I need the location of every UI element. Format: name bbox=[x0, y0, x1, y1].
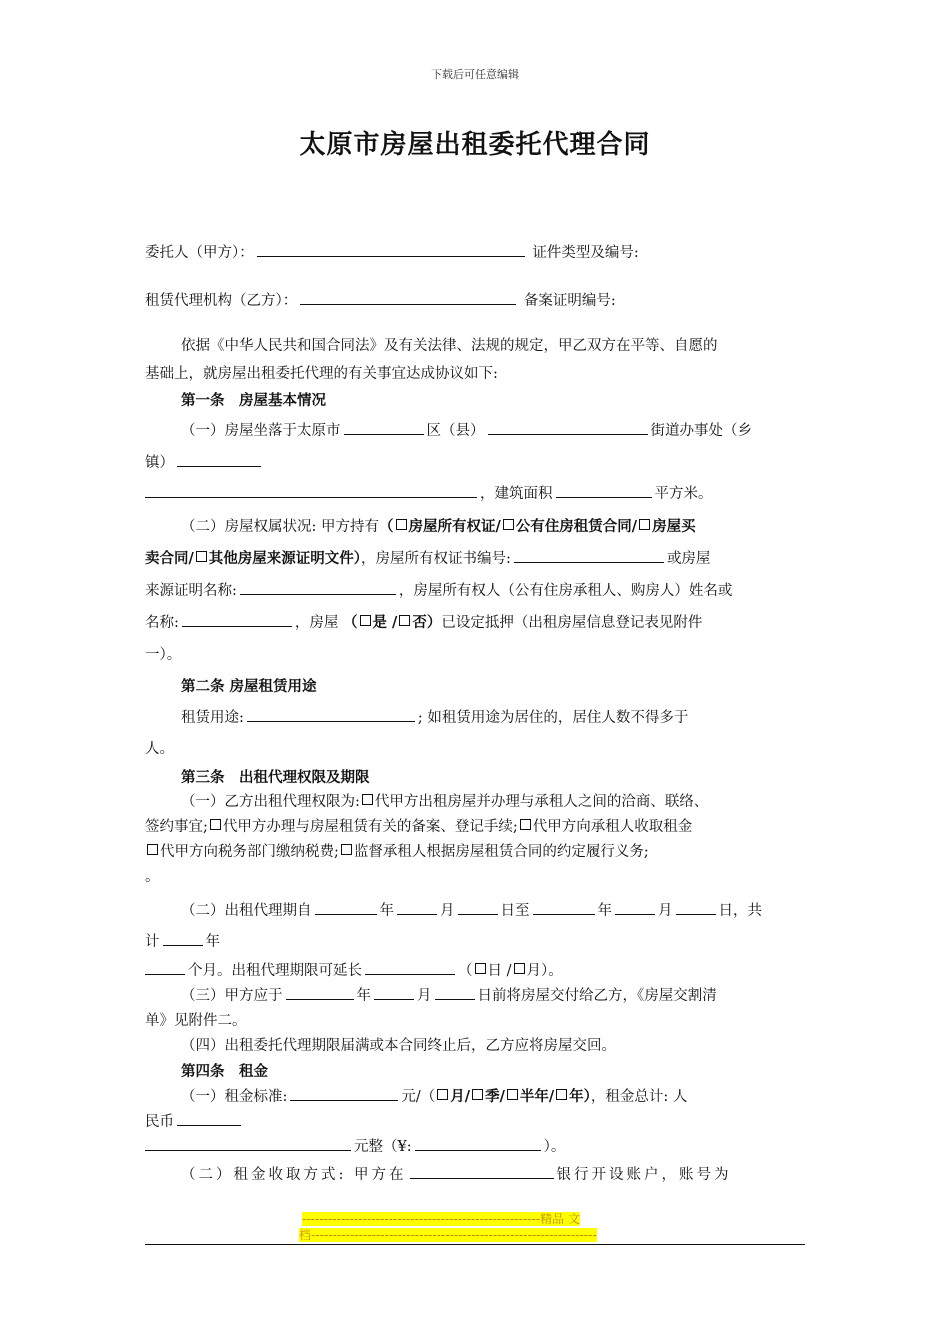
art3-text: 日，共 bbox=[718, 902, 762, 919]
checkbox-per-quarter[interactable] bbox=[472, 1089, 483, 1100]
art3-text: 月 bbox=[417, 987, 432, 1004]
art3-text: 年 bbox=[356, 987, 371, 1004]
art1-text: 来源证明名称: bbox=[145, 582, 237, 599]
art4-payment-line bbox=[145, 1160, 805, 1192]
art1-text: ，房屋 bbox=[294, 615, 339, 631]
rmb-blank[interactable] bbox=[177, 1111, 241, 1126]
art1-ownership-line-5: 一）。 bbox=[145, 646, 182, 663]
art3-text: （二）出租代理期自 bbox=[181, 902, 312, 919]
art4-text: 元/（ bbox=[401, 1088, 436, 1105]
art1-ownership-line-2 bbox=[145, 543, 805, 576]
art4-text: 年） bbox=[569, 1087, 591, 1105]
rent-amount-blank[interactable] bbox=[290, 1086, 398, 1101]
art3-scope-line-3 bbox=[145, 840, 805, 865]
art1-text: 公有住房租赁合同/ bbox=[515, 517, 638, 535]
usage-blank[interactable] bbox=[247, 707, 415, 722]
art2-text: 租赁用途: bbox=[181, 709, 244, 726]
art1-text: 房屋所有权证/ bbox=[408, 517, 501, 535]
art1-text: 否） bbox=[412, 614, 442, 631]
rent-total-words-blank[interactable] bbox=[145, 1136, 351, 1151]
art1-text: 名称: bbox=[145, 615, 179, 631]
art1-ownership-line-3 bbox=[145, 576, 805, 608]
party-b-record-label: 备案证明编号: bbox=[523, 292, 616, 309]
art1-text: 已设定抵押（出租房屋信息登记表见附件 bbox=[441, 615, 703, 631]
article-3-heading: 第三条 出租代理权限及期限 bbox=[181, 768, 370, 786]
art3-return-line: （四）出租委托代理期限届满或本合同终止后，乙方应将房屋交回。 bbox=[181, 1037, 616, 1054]
checkbox-ownership-cert[interactable] bbox=[396, 519, 407, 530]
art3-text: 月）。 bbox=[526, 962, 563, 979]
art1-text: ，房屋所有权证书编号: bbox=[361, 551, 511, 567]
delivery-day-blank[interactable] bbox=[435, 985, 475, 1000]
art4-text: （一）租金标准: bbox=[181, 1088, 288, 1105]
delivery-year-blank[interactable] bbox=[286, 985, 354, 1000]
art3-period-line-3 bbox=[145, 959, 805, 984]
checkbox-pay-tax[interactable] bbox=[147, 844, 158, 855]
checkbox-mortgage-yes[interactable] bbox=[360, 615, 371, 626]
art3-period-line-1 bbox=[145, 896, 805, 928]
address-blank[interactable] bbox=[145, 483, 477, 498]
checkbox-rent-out[interactable] bbox=[362, 794, 373, 805]
total-months-blank[interactable] bbox=[145, 960, 185, 975]
art1-text: ，房屋所有权人（公有住房承租人、购房人）姓名或 bbox=[398, 582, 733, 599]
art4-text: 半年/ bbox=[519, 1087, 555, 1105]
art1-text: ，建筑面积 bbox=[480, 486, 553, 502]
checkbox-per-half-year[interactable] bbox=[507, 1089, 518, 1100]
art3-text: （三）甲方应于 bbox=[181, 987, 283, 1004]
end-month-blank[interactable] bbox=[615, 900, 655, 915]
party-a-blank[interactable] bbox=[257, 242, 525, 257]
art4-rent-line-1 bbox=[145, 1084, 805, 1110]
checkbox-public-lease[interactable] bbox=[503, 519, 514, 530]
art4-text: ，租金总计: 人 bbox=[590, 1088, 688, 1105]
checkbox-mortgage-no[interactable] bbox=[399, 615, 410, 626]
checkbox-per-year[interactable] bbox=[556, 1089, 567, 1100]
art1-ownership-line-4 bbox=[145, 607, 805, 640]
preamble-line-1: 依据《中华人民共和国合同法》及有关法律、法规的规定，甲乙双方在平等、自愿的 bbox=[181, 338, 718, 354]
footer-rule bbox=[145, 1244, 805, 1245]
checkbox-extend-month[interactable] bbox=[514, 963, 525, 974]
art1-text: 或房屋 bbox=[666, 551, 711, 567]
checkbox-sale-contract[interactable] bbox=[639, 519, 650, 530]
preamble-line-2: 基础上，就房屋出租委托代理的有关事宜达成协议如下: bbox=[145, 365, 498, 382]
bank-blank[interactable] bbox=[410, 1164, 554, 1179]
town-blank[interactable] bbox=[177, 452, 261, 467]
article-1-heading: 第一条 房屋基本情况 bbox=[181, 391, 326, 409]
area-blank[interactable] bbox=[556, 483, 652, 498]
art1-text: 房屋买 bbox=[652, 517, 696, 535]
art1-text: 是 / bbox=[372, 614, 398, 631]
party-a-id-label: 证件类型及编号: bbox=[532, 245, 639, 261]
art4-text: 月/ bbox=[450, 1087, 471, 1105]
document-title: 太原市房屋出租委托代理合同 bbox=[299, 130, 651, 160]
party-b-blank[interactable] bbox=[300, 290, 516, 305]
art3-text: 日 / bbox=[487, 962, 512, 979]
art3-scope-line-4: 。 bbox=[145, 868, 160, 885]
art3-text: 年 bbox=[205, 934, 220, 950]
art3-text: 月 bbox=[658, 902, 673, 919]
art3-scope-line-2 bbox=[145, 815, 805, 840]
art1-text: （ bbox=[343, 614, 358, 631]
art3-text: 代甲方出租房屋并办理与承租人之间的洽商、联络、 bbox=[374, 793, 709, 810]
delivery-month-blank[interactable] bbox=[374, 985, 414, 1000]
art1-ownership-line-1 bbox=[145, 511, 805, 544]
art3-text: 监督承租人根据房屋租赁合同的约定履行义务; bbox=[353, 843, 649, 860]
art4-text: 银行开设账户，账号为 bbox=[556, 1166, 732, 1183]
art3-delivery-line-2: 单》见附件二。 bbox=[145, 1012, 247, 1029]
art3-text: 年 bbox=[597, 902, 612, 919]
art3-text: 代甲方办理与房屋租赁有关的备案、登记手续; bbox=[222, 818, 518, 835]
art1-text: 区（县） bbox=[426, 423, 485, 439]
checkbox-collect-rent[interactable] bbox=[520, 819, 531, 830]
art3-scope-line-1 bbox=[145, 790, 805, 815]
art3-text: 代甲方向承租人收取租金 bbox=[532, 818, 693, 835]
art3-text: 日前将房屋交付给乙方，《房屋交割清 bbox=[477, 987, 717, 1004]
art1-text: 卖合同/ bbox=[145, 550, 194, 567]
cert-number-blank[interactable] bbox=[514, 548, 664, 563]
art2-usage-line-2: 人。 bbox=[145, 741, 174, 757]
proof-name-blank[interactable] bbox=[240, 580, 396, 595]
art4-text: 元整（¥: bbox=[354, 1138, 412, 1155]
art4-text: （二）租金收取方式: 甲方在 bbox=[181, 1166, 407, 1183]
start-month-blank[interactable] bbox=[397, 900, 437, 915]
art1-text: 镇） bbox=[145, 454, 174, 471]
art3-text: 年 bbox=[379, 902, 394, 919]
rent-total-number-blank[interactable] bbox=[415, 1136, 541, 1151]
article-2-heading: 第二条 房屋租赁用途 bbox=[181, 678, 317, 695]
art1-text: （一）房屋坐落于太原市 bbox=[181, 423, 341, 439]
checkbox-supervise[interactable] bbox=[341, 844, 352, 855]
end-year-blank[interactable] bbox=[533, 900, 595, 915]
art1-text: （ bbox=[379, 517, 394, 535]
art3-text: （一）乙方出租代理权限为: bbox=[181, 793, 360, 810]
art3-period-line-2 bbox=[145, 927, 805, 959]
header-note: 下载后可任意编辑 bbox=[431, 68, 519, 81]
owner-name-blank[interactable] bbox=[182, 612, 292, 627]
art3-text: 个月。出租代理期限可延长 bbox=[188, 962, 362, 979]
art4-text: 季/ bbox=[485, 1087, 505, 1105]
party-a-label: 委托人（甲方）： bbox=[145, 245, 254, 261]
contract-body bbox=[145, 238, 805, 1191]
art3-text: 代甲方向税务部门缴纳税费; bbox=[160, 843, 339, 860]
checkbox-other-proof[interactable] bbox=[196, 551, 207, 562]
art1-town-line bbox=[145, 448, 805, 480]
party-b-label: 租赁代理机构（乙方）： bbox=[145, 292, 298, 309]
checkbox-extend-day[interactable] bbox=[475, 963, 486, 974]
start-day-blank[interactable] bbox=[458, 900, 498, 915]
street-blank[interactable] bbox=[488, 420, 648, 435]
art1-text: 街道办事处（乡 bbox=[650, 423, 752, 439]
art1-area-line bbox=[145, 479, 805, 511]
start-year-blank[interactable] bbox=[315, 900, 377, 915]
art3-text: （ bbox=[458, 962, 473, 979]
total-years-blank[interactable] bbox=[163, 931, 203, 946]
art1-location-line bbox=[145, 416, 805, 448]
art3-text: 签约事宜; bbox=[145, 818, 208, 835]
district-blank[interactable] bbox=[344, 420, 424, 435]
art3-text: 日至 bbox=[500, 902, 530, 919]
art2-text: ; 如租赁用途为居住的，居住人数不得多于 bbox=[417, 709, 689, 726]
end-day-blank[interactable] bbox=[676, 900, 716, 915]
art4-rent-line-2 bbox=[145, 1110, 805, 1135]
art3-text: 月 bbox=[440, 902, 455, 919]
footer-watermark bbox=[299, 1211, 648, 1243]
art3-delivery-line-1 bbox=[145, 984, 805, 1009]
art4-rent-line-3 bbox=[145, 1135, 805, 1160]
art1-text: 其他房屋来源证明文件） bbox=[208, 550, 362, 567]
art4-text: 民币 bbox=[145, 1113, 174, 1130]
footer-line-2: 档------------------------------------------------------------------ bbox=[299, 1228, 597, 1242]
party-b-line bbox=[145, 286, 805, 318]
extension-blank[interactable] bbox=[365, 960, 455, 975]
checkbox-per-month[interactable] bbox=[437, 1089, 448, 1100]
art1-text: 平方米。 bbox=[654, 486, 713, 502]
art1-text: （二）房屋权属状况: 甲方持有 bbox=[181, 518, 379, 535]
party-a-line bbox=[145, 238, 805, 270]
article-4-heading: 第四条 租金 bbox=[181, 1062, 268, 1080]
art3-text: 计 bbox=[145, 934, 160, 950]
checkbox-registration[interactable] bbox=[210, 819, 221, 830]
footer-line-1: -------------------------------------------------------精品 文 bbox=[302, 1212, 580, 1226]
art4-text: ）。 bbox=[543, 1138, 566, 1155]
art2-usage-line bbox=[145, 703, 805, 735]
